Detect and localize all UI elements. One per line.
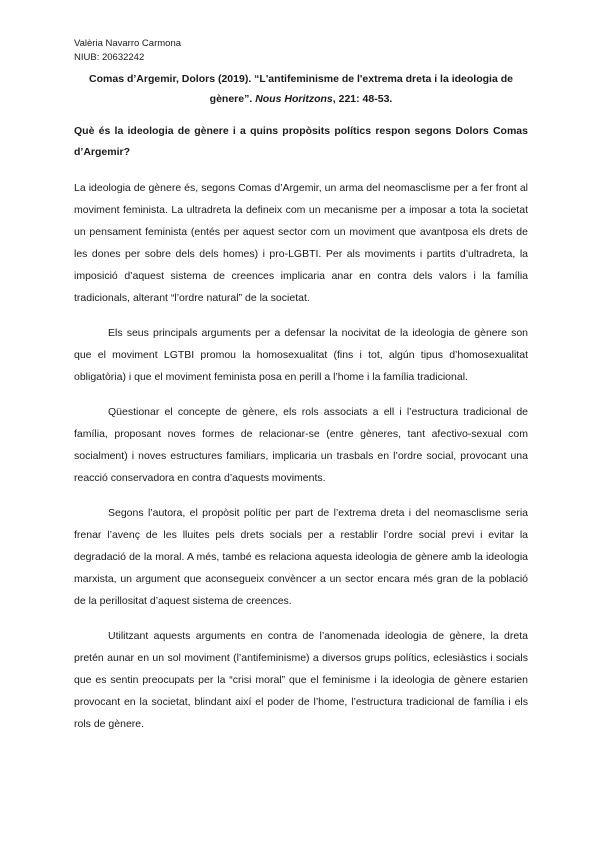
citation-pages: , 221: 48-53. (332, 93, 393, 105)
question-heading: Què és la ideologia de gènere i a quins propòsits polítics respon segons Dolors Comas d’Argemir? (74, 125, 528, 158)
journal-name: Nous Horitzons (255, 93, 333, 105)
paragraph-1: La ideologia de gènere és, segons Comas d’Argemir, un arma del neomasclisme per a fer front al moviment feminista. La ultradreta la defineix com un mecanisme per a imposar a tota la societat un pensament feminista (entés per aquest sector com un moviment que avantposa els drets de les dones per sobre dels dels homes) i pro-LGBTI. Per als moviments i partits d’ultradreta, la imposició d’aquest sistema de creences implicaria anar en contra dels valors i la família tradicionals, alterant “l’ordre natural” de la societat. (74, 182, 528, 304)
paragraph-4: Segons l’autora, el propòsit polític per part de l’extrema dreta i del neomasclisme seria frenar l’avenç de les lluites pels drets socials per a restablir l’ordre social previ i evitar la degradació de la moral. A més, també es relaciona aquesta ideologia de gènere amb la ideologia marxista, un argument que aconsegueix convèncer a un sector encara més gran de la població de la perillositat d’aquest sistema de creences. (74, 507, 528, 607)
citation-text: Comas d’Argemir, Dolors (2019). “L'antifeminisme de l'extrema dreta i la ideologia de gènere”. (89, 73, 513, 105)
citation (80, 69, 522, 109)
paragraph-5: Utilitzant aquests arguments en contra de l’anomenada ideologia de gènere, la dreta pretén aunar en un sol moviment (l’antifeminisme) a diversos grups polítics, eclesiàstics i socials que es sentin preocupats per la “crisi moral” que el feminisme i la ideologia de gènere estarien provocant en la societat, blindant així el poder de l’home, l’estructura tradicional de família i els rols de gènere. (74, 630, 528, 730)
student-id: NIUB: 20632242 (74, 52, 145, 63)
paragraph-3: Qüestionar el concepte de gènere, els rols associats a ell i l’estructura tradicional de família, proposant noves formes de relacionar-se (entre gèneres, tant afectivo-sexual com socialment) i noves estructures familiars, implicaria un trasbals en l’ordre social, provocant una reacció conservadora en contra d’aquests moviments. (74, 406, 528, 484)
paragraph-2: Els seus principals arguments per a defensar la nocivitat de la ideologia de gènere son que el moviment LGTBI promou la homosexualitat (fins i tot, algún tipus d’homosexualitat obligatòria) i que el moviment feminista posa en perill a l’home i la família tradicional. (74, 327, 528, 383)
author-name: Valèria Navarro Carmona (74, 38, 182, 49)
